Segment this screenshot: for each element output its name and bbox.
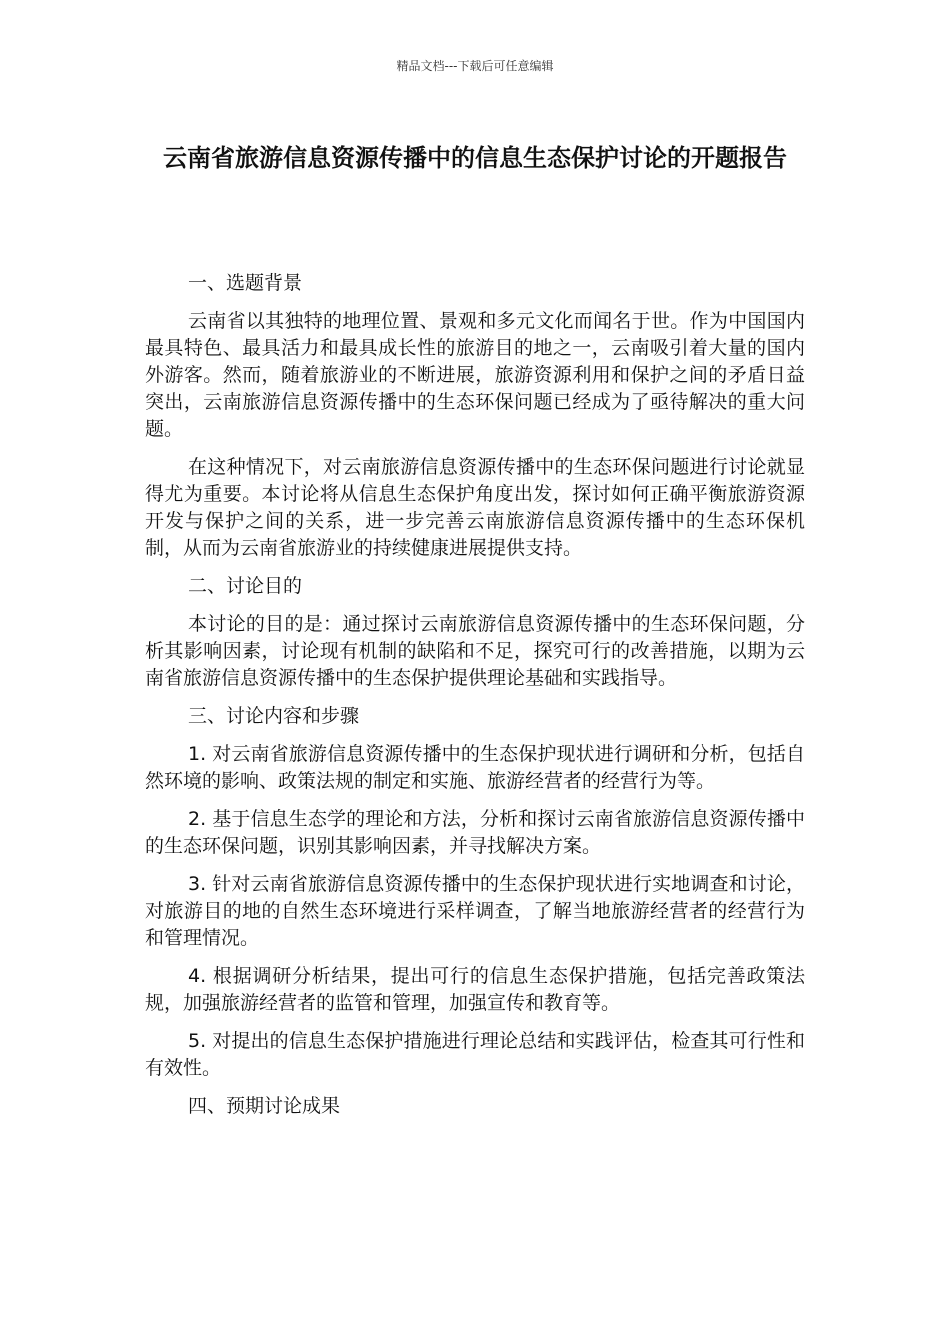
paragraph-background-1: 云南省以其独特的地理位置、景观和多元文化而闻名于世。作为中国国内最具特色、最具活力和最具成长性的旅游目的地之一，云南吸引着大量的国内外游客。然而，随着旅游业的不断进展，旅游资源利用和保护之间的矛盾日益突出，云南旅游信息资源传播中的生态环保问题已经成为了亟待解决的重大问题。 xyxy=(145,310,805,440)
paragraph-purpose: 本讨论的目的是：通过探讨云南旅游信息资源传播中的生态环保问题，分析其影响因素，讨论现有机制的缺陷和不足，探究可行的改善措施，以期为云南省旅游信息资源传播中的生态保护提供理论基础和实践指导。 xyxy=(145,613,805,689)
section-heading-purpose: 二、讨论目的 xyxy=(188,575,303,597)
step-item-5: 5. 对提出的信息生态保护措施进行理论总结和实践评估，检查其可行性和有效性。 xyxy=(145,1030,805,1079)
page-header: 精品文档---下载后可任意编辑 xyxy=(396,59,554,73)
step-item-2: 2. 基于信息生态学的理论和方法，分析和探讨云南省旅游信息资源传播中的生态环保问题，识别其影响因素，并寻找解决方案。 xyxy=(145,808,805,857)
step-item-3: 3. 针对云南省旅游信息资源传播中的生态保护现状进行实地调查和讨论，对旅游目的地的自然生态环境进行采样调查，了解当地旅游经营者的经营行为和管理情况。 xyxy=(145,873,805,949)
section-heading-background: 一、选题背景 xyxy=(188,272,303,294)
document-body xyxy=(145,270,805,1131)
step-item-1: 1. 对云南省旅游信息资源传播中的生态保护现状进行调研和分析，包括自然环境的影响、政策法规的制定和实施、旅游经营者的经营行为等。 xyxy=(145,743,805,792)
paragraph-background-2: 在这种情况下，对云南旅游信息资源传播中的生态环保问题进行讨论就显得尤为重要。本讨论将从信息生态保护角度出发，探讨如何正确平衡旅游资源开发与保护之间的关系，进一步完善云南旅游信息资源传播中的生态环保机制，从而为云南省旅游业的持续健康进展提供支持。 xyxy=(145,456,805,559)
step-item-4: 4. 根据调研分析结果，提出可行的信息生态保护措施，包括完善政策法规，加强旅游经营者的监管和管理，加强宣传和教育等。 xyxy=(145,965,805,1014)
section-heading-content-steps: 三、讨论内容和步骤 xyxy=(188,705,360,727)
section-heading-expected-results: 四、预期讨论成果 xyxy=(188,1095,341,1117)
document-title: 云南省旅游信息资源传播中的信息生态保护讨论的开题报告 xyxy=(163,144,787,172)
